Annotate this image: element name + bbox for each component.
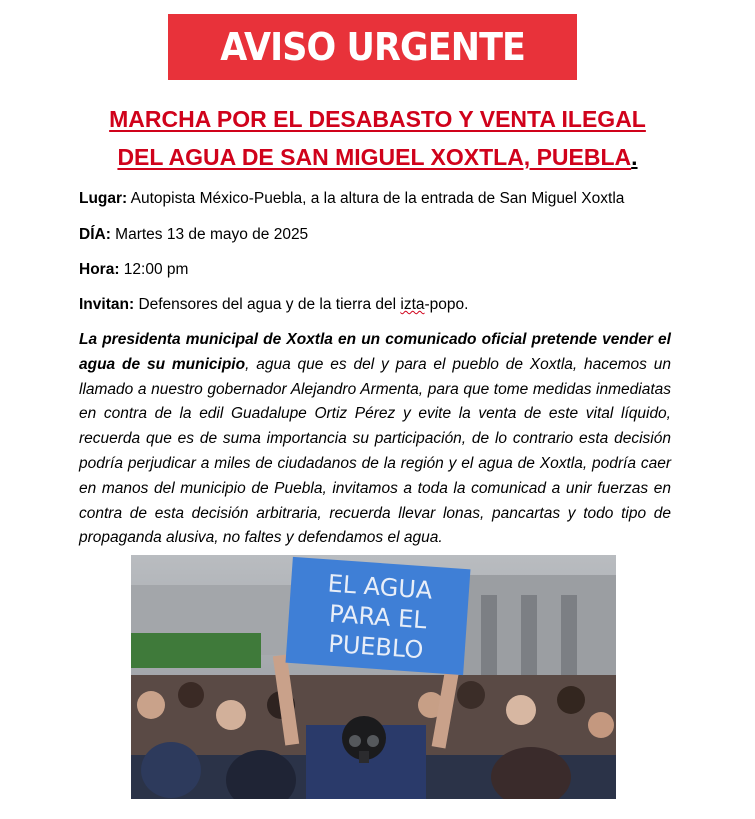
lugar-value: Autopista México-Puebla, a la altura de la entrada de San Miguel Xoxtla: [130, 190, 625, 207]
sign-line-3: PUEBLO: [327, 629, 425, 665]
invitan-value-post: -popo.: [424, 296, 469, 313]
sign-line-2: PARA EL: [328, 599, 428, 635]
detail-hora: [79, 261, 188, 279]
hora-label: Hora:: [79, 261, 120, 278]
lugar-label: Lugar:: [79, 190, 128, 207]
detail-dia: [79, 226, 308, 244]
protest-photo: [131, 555, 616, 799]
headline: [0, 100, 755, 176]
headline-line-1: MARCHA POR EL DESABASTO Y VENTA ILEGAL: [109, 106, 646, 132]
dia-value: Martes 13 de mayo de 2025: [115, 226, 309, 243]
protest-photo-illustration: [131, 555, 616, 799]
invitan-value-squiggle: izta: [400, 296, 425, 313]
sign-line-1: EL AGUA: [326, 569, 434, 605]
hora-value: 12:00 pm: [123, 261, 189, 278]
banner-text: AVISO URGENTE: [220, 25, 525, 69]
detail-invitan: [79, 296, 468, 314]
dia-label: DÍA:: [79, 226, 111, 243]
urgent-banner: [168, 14, 577, 80]
body-paragraph: [79, 328, 671, 551]
headline-line-2: DEL AGUA DE SAN MIGUEL XOXTLA, PUEBLA: [117, 144, 632, 170]
invitan-label: Invitan:: [79, 296, 135, 313]
body-lead: La presidenta municipal de Xoxtla en un comunicado oficial pretende vender el agua de su municipio: [79, 331, 671, 373]
body-rest: , agua que es del y para el pueblo de Xoxtla, hacemos un llamado a nuestro gobernador Alejandro Armenta, para que tome medidas inmediatas en contra de la edil Guadalupe Ortiz Pérez y evite la venta de este vital líquido, recuerda que es de suma importancia su participación, de lo contrario esta decisión podría perjudicar a miles de ciudadanos de la región y el agua de Xoxtla, podría caer en manos del municipio de Puebla, invitamos a toda la comunicad a unir fuerzas en contra de esta decisión arbitraria, recuerda llevar lonas, pancartas y todo tipo de propaganda alusiva, no faltes y defendamos el agua.: [79, 355, 672, 547]
headline-period: .: [631, 144, 638, 170]
invitan-value-pre: Defensores del agua y de la tierra del: [138, 296, 401, 313]
detail-lugar: [79, 190, 624, 208]
